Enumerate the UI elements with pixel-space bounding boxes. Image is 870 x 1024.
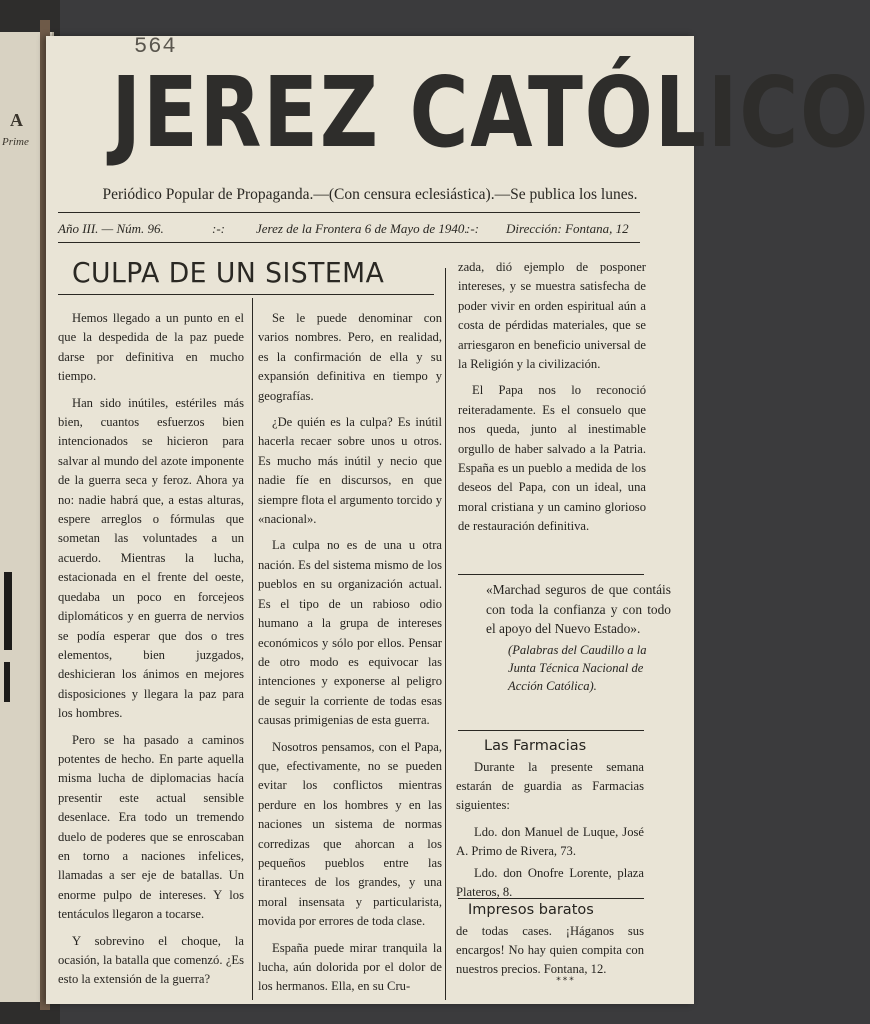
article-paragraph: Nosotros pensamos, con el Papa, que, efectivamente, no se pueden evitar los conflictos mientras perdure en los hombres y en las naciones un sistema de normas corredizas que ahorcan a los pequeños pueblos entre las tiranteces de los grandes, y una moral insensata y particularista, movida por errores de toda clase. <box>258 739 442 929</box>
article-paragraph: ¿De quién es la culpa? Es inútil hacerla recaer sobre unos u otros. Es mucho más inútil y necio que nadie fíe en discursos, en que siempre flota el argumento torcido y «nacional». <box>258 415 442 527</box>
article-column-1 <box>58 309 244 997</box>
masthead-subtitle: Periódico Popular de Propaganda.—(Con censura eclesiástica).—Se publica los lunes. <box>102 186 638 203</box>
closing-stars: *** <box>556 976 576 986</box>
impresos-title: Impresos baratos <box>468 902 594 918</box>
article-paragraph: Hemos llegado a un punto en el que la despedida de la paz puede darse por definitiva en mucho tiempo. <box>58 311 244 384</box>
info-separator: :-: <box>212 221 225 236</box>
article-paragraph: zada, dió ejemplo de posponer intereses, y se muestra satisfecha de poder vivir en orden espiritual aún a costa de pérdidas materiales, que se arriesgaron en beneficio universal de la Religión y la civilización. <box>458 260 646 372</box>
farmacia-entry: Ldo. don Onofre Lorente, plaza Plateros, 8. <box>456 866 644 899</box>
rule-info <box>58 242 640 243</box>
article-paragraph: Se le puede denominar con varios nombres. Pero, en realidad, es la confirmación de ella y su expansión definitiva en tiempo y geografías. <box>258 311 442 403</box>
article-paragraph: Han sido inútiles, estériles más bien, cuantos esfuerzos bien intencionados se hicieron para salvar al mundo del azote imponente de la guerra seca y feroz. Ahora ya no: nadie habrá que, a estas alturas, espere arreglos o fórmulas que sometan las voluntades a un acuerdo. Mientras la lucha, estacionada en el frente del oeste, quedaba un poco en forcejeos diplomáticos y en guerra de nervios se podía esperar que dos o tres elementos, bien juzgados, deshicieran los ánimos en mejores disposiciones y llegara la paz para los hombres. <box>58 395 244 721</box>
rule-impresos <box>458 898 644 899</box>
issue-date: Jerez de la Frontera 6 de Mayo de 1940. <box>256 221 468 236</box>
article-paragraph: El Papa nos lo reconoció reiteradamente. Es el consuelo que nos queda, junto al inestimable orgullo de haber salvado a la Patria. España es un pueblo a medida de los deseos del Papa, con un ideal, una moral cristiana y un camino glorioso de restauración definitiva. <box>458 383 646 534</box>
masthead-title: JEREZ CATÓLICO <box>111 56 870 169</box>
column-divider <box>445 268 446 1000</box>
adjacent-page-letter: A <box>10 110 23 130</box>
quote-source: (Palabras del Caudillo a la Junta Técnica Nacional de Acción Católica). <box>508 642 647 693</box>
page-number: 564 <box>134 34 177 59</box>
caudillo-quote <box>486 580 671 695</box>
article-paragraph: Pero se ha pasado a caminos potentes de hecho. En parte aquella misma lucha de diplomacias hacía presentir este actual sensible desenlace. Era todo un tremendo duelo de poderes que se enroscaban en torno a naciones infelices, llamadas a ser eje de batallas. Un enorme pulpo de intereses. Y los tentáculos llegaron a tocarse. <box>58 732 244 922</box>
issue-number: Año III. — Núm. 96. <box>58 221 164 236</box>
adjacent-page-fragment: Prime <box>2 136 29 148</box>
farmacia-entry: Ldo. don Manuel de Luque, José A. Primo de Rivera, 73. <box>456 825 644 858</box>
rule-title <box>58 294 434 295</box>
info-separator: :-: <box>466 221 479 236</box>
article-paragraph: España puede mirar tranquila la lucha, aún dolorida por el dolor de los hermanos. Ella, en su Cru- <box>258 940 442 994</box>
newspaper-page <box>46 34 870 1004</box>
adjacent-page-mark <box>4 572 12 650</box>
article-paragraph: La culpa no es de una u otra nación. Es del sistema mismo de los pueblos en su organización actual. Es el tipo de un rabioso odio humano a la grupa de intereses económicos y sólo por ellos. Pensar de otro modo es equivocar las intenciones y exponerse al peligro de seguir la corriente de todas esas causas primigenias de esta guerra. <box>258 538 442 728</box>
article-column-2 <box>258 309 442 1004</box>
rule-top <box>58 212 640 213</box>
editorial-address: Dirección: Fontana, 12 <box>506 221 629 236</box>
rule-quote-bottom <box>458 730 644 731</box>
quote-text: «Marchad seguros de que contáis con toda la confianza y con todo el apoyo del Nuevo Estado». <box>486 582 671 637</box>
adjacent-page-mark <box>4 662 10 702</box>
farmacias-intro: Durante la presente semana estarán de guardia as Farmacias siguientes: <box>456 760 644 812</box>
article-title: CULPA DE UN SISTEMA <box>72 256 385 289</box>
farmacias-title: Las Farmacias <box>484 738 587 754</box>
column-divider <box>252 298 253 1000</box>
farmacias-box <box>456 758 644 902</box>
impresos-text: de todas cases. ¡Háganos sus encargos! No hay quien compita con nuestros precios. Fontana, 12. <box>456 924 644 976</box>
article-column-3 <box>458 258 646 544</box>
rule-quote-top <box>458 574 644 575</box>
article-paragraph: Y sobrevino el choque, la ocasión, la batalla que comenzó. ¿Es esto la extensión de la guerra? <box>58 933 244 987</box>
